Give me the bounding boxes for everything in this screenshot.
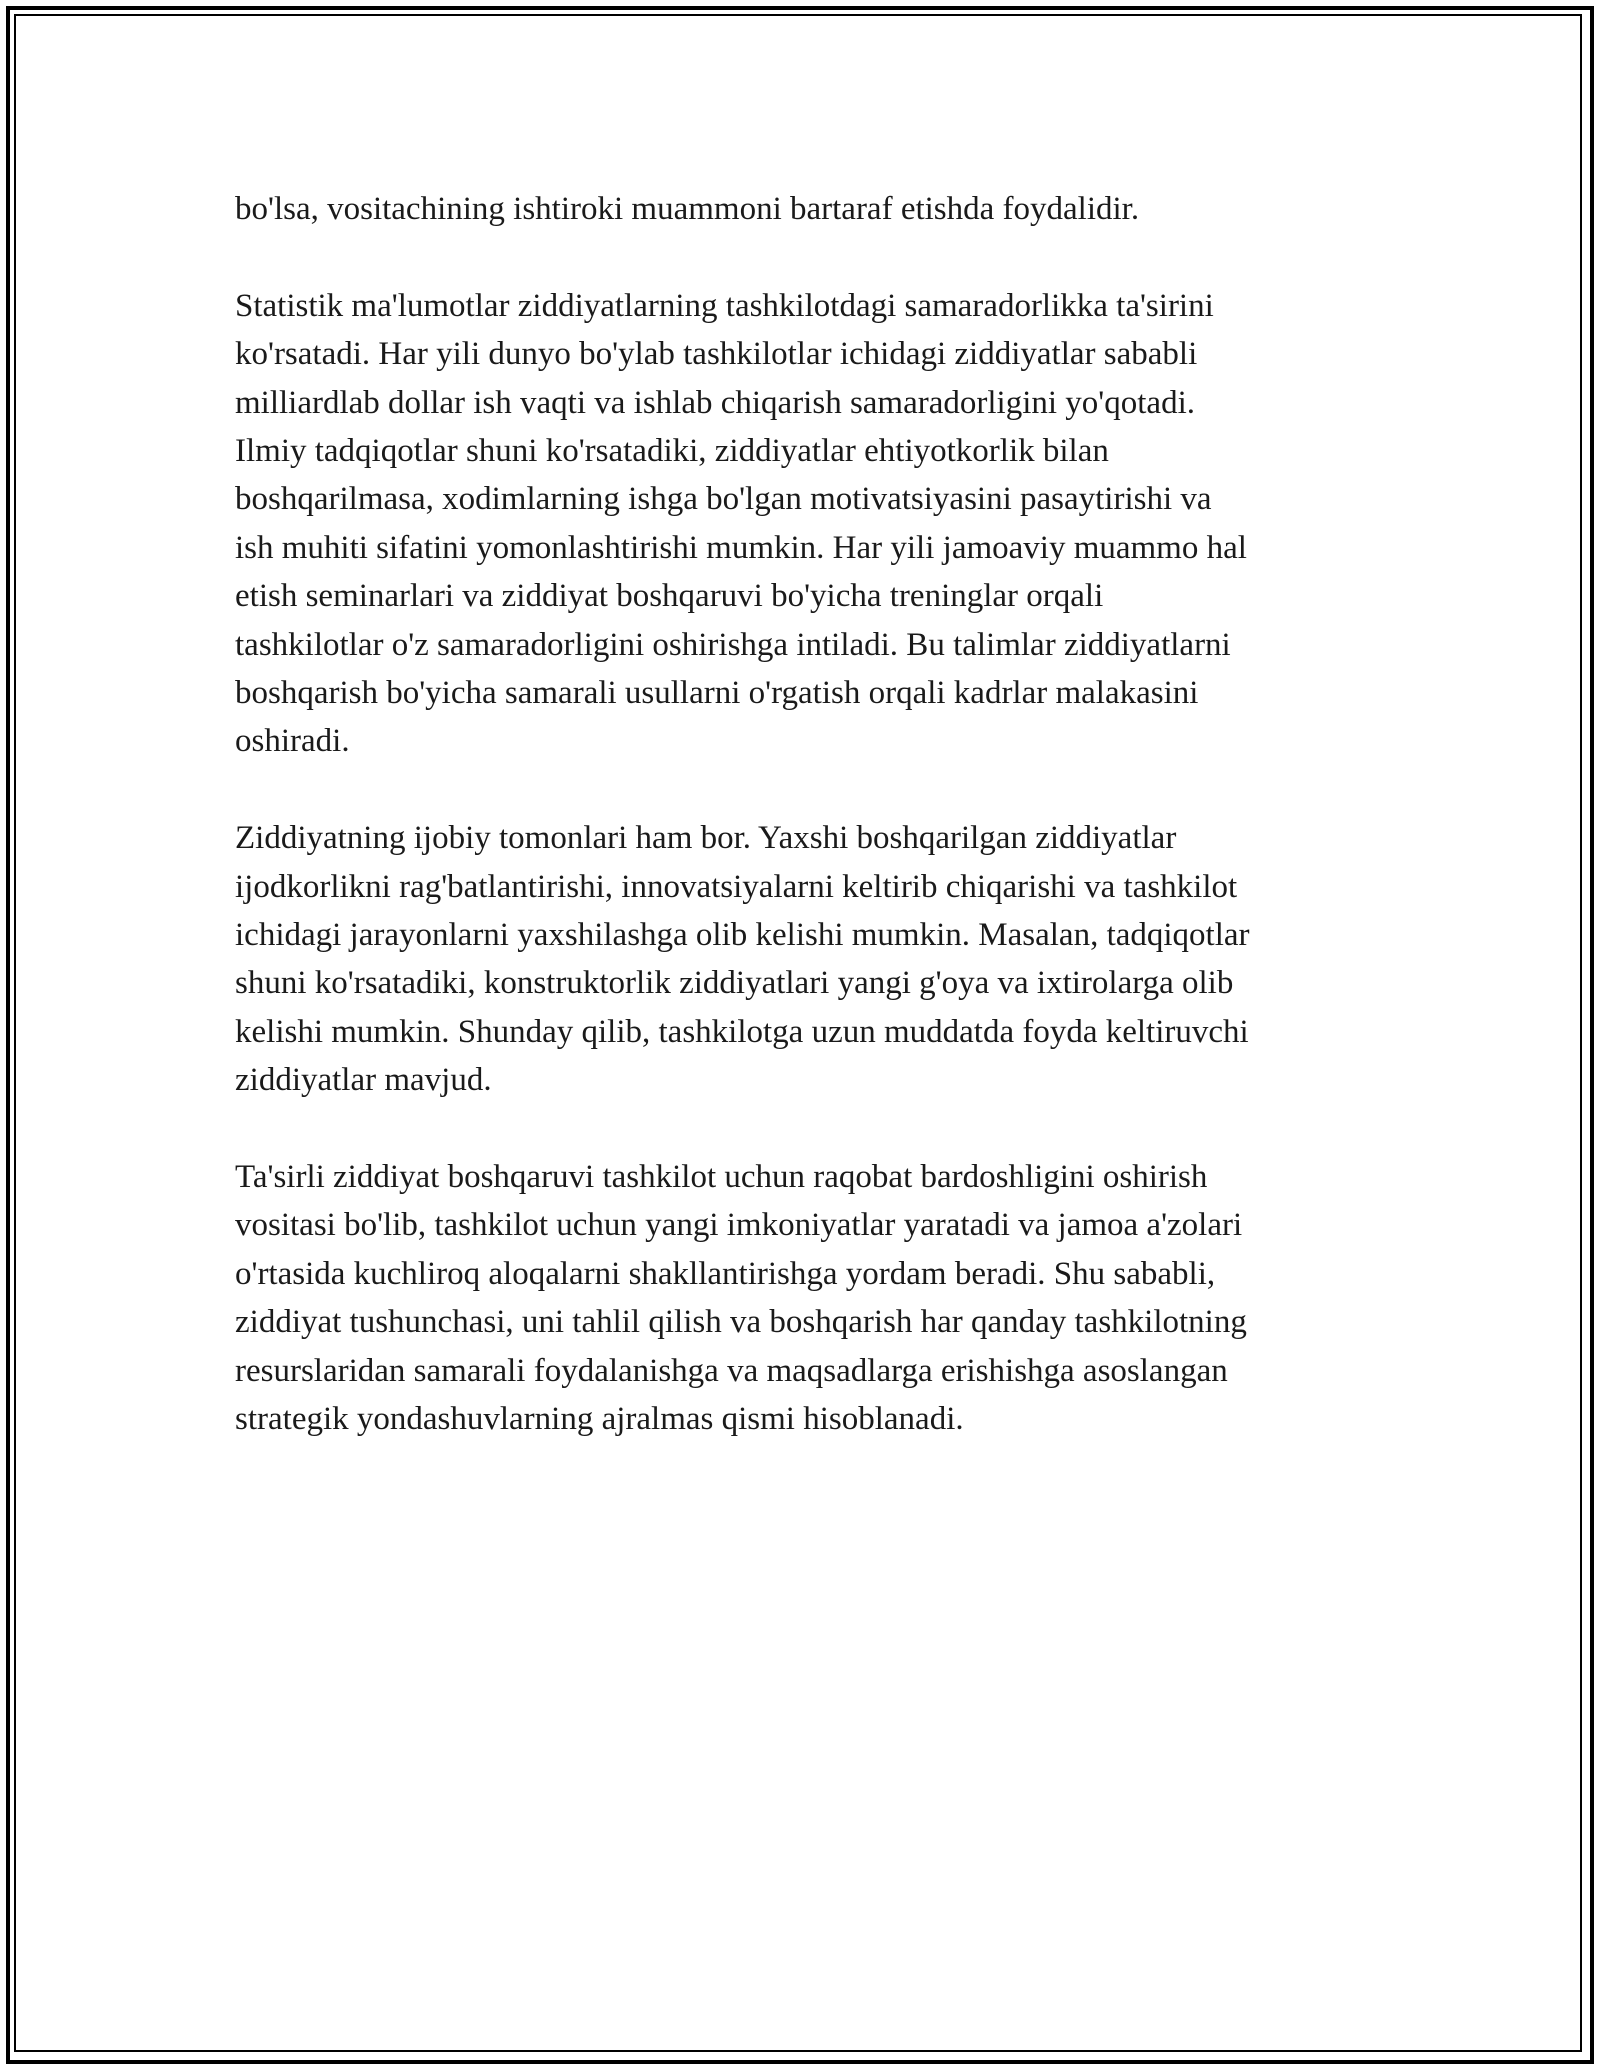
document-body [235,185,1375,1492]
paragraph-3: Ziddiyatning ijobiy tomonlari ham bor. Yaxshi boshqarilgan ziddiyatlar ijodkorlikni rag'batlantirishi, innovatsiyalarni keltirib chiqarishi va tashkilot ichidagi jarayonlarni yaxshilashga olib kelishi mumkin. Masalan, tadqiqotlar shuni ko'rsatadiki, konstruktorlik ziddiyatlari yangi g'oya va ixtirolarga olib kelishi mumkin. Shunday qilib, tashkilotga uzun muddatda foyda keltiruvchi ziddiyatlar mavjud. [235,820,1250,1099]
paragraph-4: Ta'sirli ziddiyat boshqaruvi tashkilot uchun raqobat bardoshligini oshirish vositasi bo'lib, tashkilot uchun yangi imkoniyatlar yaratadi va jamoa a'zolari o'rtasida kuchliroq aloqalarni shakllantirishga yordam beradi. Shu sababli, ziddiyat tushunchasi, uni tahlil qilish va boshqarish har qanday tashkilotning resurslaridan samarali foydalanishga va maqsadlarga erishishga asoslangan strategik yondashuvlarning ajralmas qismi hisoblanadi. [235,1159,1247,1438]
paragraph-2: Statistik ma'lumotlar ziddiyatlarning tashkilotdagi samaradorlikka ta'sirini ko'rsatadi. Har yili dunyo bo'ylab tashkilotlar ichidagi ziddiyatlar sababli milliardlab dollar ish vaqti va ishlab chiqarish samaradorligini yo'qotadi. Ilmiy tadqiqotlar shuni ko'rsatadiki, ziddiyatlar ehtiyotkorlik bilan boshqarilmasa, xodimlarning ishga bo'lgan motivatsiyasini pasaytirishi va ish muhiti sifatini yomonlashtirishi mumkin. Har yili jamoaviy muammo hal etish seminarlari va ziddiyat boshqaruvi bo'yicha treninglar orqali tashkilotlar o'z samaradorligini oshirishga intiladi. Bu talimlar ziddiyatlarni boshqarish bo'yicha samarali usullarni o'rgatish orqali kadrlar malakasini oshiradi. [235,287,1247,760]
paragraph-1: bo'lsa, vositachining ishtiroki muammoni bartaraf etishda foydalidir. [235,191,1140,227]
